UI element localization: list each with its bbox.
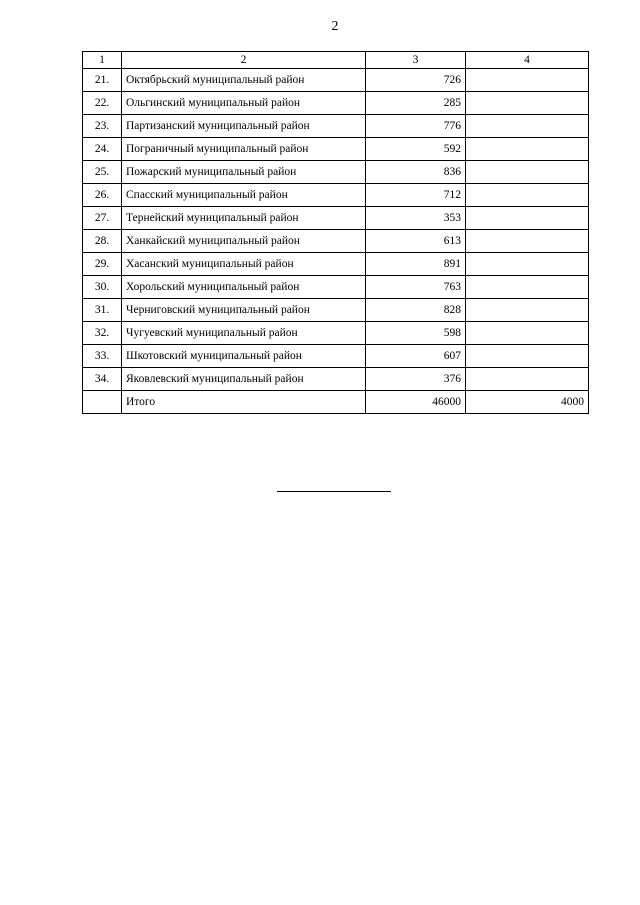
value-col3-cell: 598: [366, 322, 466, 345]
value-col3-cell: 712: [366, 184, 466, 207]
data-table: [82, 51, 589, 414]
value-col4-cell: [466, 69, 589, 92]
row-number-cell: 21.: [83, 69, 122, 92]
value-col4-cell: [466, 138, 589, 161]
district-name-cell: Ханкайский муниципальный район: [122, 230, 366, 253]
value-col3-cell: 607: [366, 345, 466, 368]
value-col4-cell: [466, 230, 589, 253]
row-number-cell: 29.: [83, 253, 122, 276]
table-row: [83, 184, 589, 207]
district-name-cell: Октябрьский муниципальный район: [122, 69, 366, 92]
table-row: [83, 92, 589, 115]
table-row: [83, 115, 589, 138]
table-row: [83, 345, 589, 368]
table-row: [83, 299, 589, 322]
value-col4-cell: 4000: [466, 391, 589, 414]
page-number: 2: [331, 19, 339, 34]
row-number-cell: 34.: [83, 368, 122, 391]
value-col3-cell: 891: [366, 253, 466, 276]
value-col4-cell: [466, 115, 589, 138]
value-col3-cell: 613: [366, 230, 466, 253]
district-name-cell: Хорольский муниципальный район: [122, 276, 366, 299]
row-number-cell: [83, 391, 122, 414]
table-header-row: [83, 52, 589, 69]
table-row: [83, 276, 589, 299]
district-name-cell: Черниговский муниципальный район: [122, 299, 366, 322]
district-name-cell: Тернейский муниципальный район: [122, 207, 366, 230]
district-name-cell: Пожарский муниципальный район: [122, 161, 366, 184]
value-col4-cell: [466, 253, 589, 276]
column-header-1: 1: [83, 52, 122, 69]
value-col3-cell: 285: [366, 92, 466, 115]
table-row: [83, 69, 589, 92]
district-name-cell: Хасанский муниципальный район: [122, 253, 366, 276]
row-number-cell: 33.: [83, 345, 122, 368]
district-name-cell: Партизанский муниципальный район: [122, 115, 366, 138]
row-number-cell: 23.: [83, 115, 122, 138]
district-name-cell: Яковлевский муниципальный район: [122, 368, 366, 391]
row-number-cell: 27.: [83, 207, 122, 230]
district-name-cell: Пограничный муниципальный район: [122, 138, 366, 161]
value-col3-cell: 592: [366, 138, 466, 161]
value-col4-cell: [466, 322, 589, 345]
value-col4-cell: [466, 184, 589, 207]
district-name-cell: Шкотовский муниципальный район: [122, 345, 366, 368]
district-name-cell: Ольгинский муниципальный район: [122, 92, 366, 115]
row-number-cell: 22.: [83, 92, 122, 115]
value-col3-cell: 353: [366, 207, 466, 230]
row-number-cell: 28.: [83, 230, 122, 253]
district-name-cell: Чугуевский муниципальный район: [122, 322, 366, 345]
table-row: [83, 230, 589, 253]
row-number-cell: 26.: [83, 184, 122, 207]
column-header-3: 3: [366, 52, 466, 69]
value-col4-cell: [466, 161, 589, 184]
table-row: [83, 138, 589, 161]
value-col4-cell: [466, 368, 589, 391]
column-header-2: 2: [122, 52, 366, 69]
row-number-cell: 31.: [83, 299, 122, 322]
table-row: [83, 253, 589, 276]
column-header-4: 4: [466, 52, 589, 69]
row-number-cell: 24.: [83, 138, 122, 161]
value-col4-cell: [466, 207, 589, 230]
value-col4-cell: [466, 299, 589, 322]
value-col3-cell: 828: [366, 299, 466, 322]
value-col3-cell: 836: [366, 161, 466, 184]
value-col3-cell: 376: [366, 368, 466, 391]
row-number-cell: 25.: [83, 161, 122, 184]
table-row: [83, 207, 589, 230]
value-col3-cell: 46000: [366, 391, 466, 414]
value-col3-cell: 776: [366, 115, 466, 138]
table-body: [83, 69, 589, 414]
district-name-cell: Спасский муниципальный район: [122, 184, 366, 207]
value-col3-cell: 726: [366, 69, 466, 92]
value-col4-cell: [466, 92, 589, 115]
value-col3-cell: 763: [366, 276, 466, 299]
value-col4-cell: [466, 345, 589, 368]
district-name-cell: Итого: [122, 391, 366, 414]
table-total-row: [83, 391, 589, 414]
value-col4-cell: [466, 276, 589, 299]
table-row: [83, 161, 589, 184]
table-row: [83, 322, 589, 345]
table-row: [83, 368, 589, 391]
row-number-cell: 30.: [83, 276, 122, 299]
row-number-cell: 32.: [83, 322, 122, 345]
footer-separator-line: [277, 491, 391, 492]
